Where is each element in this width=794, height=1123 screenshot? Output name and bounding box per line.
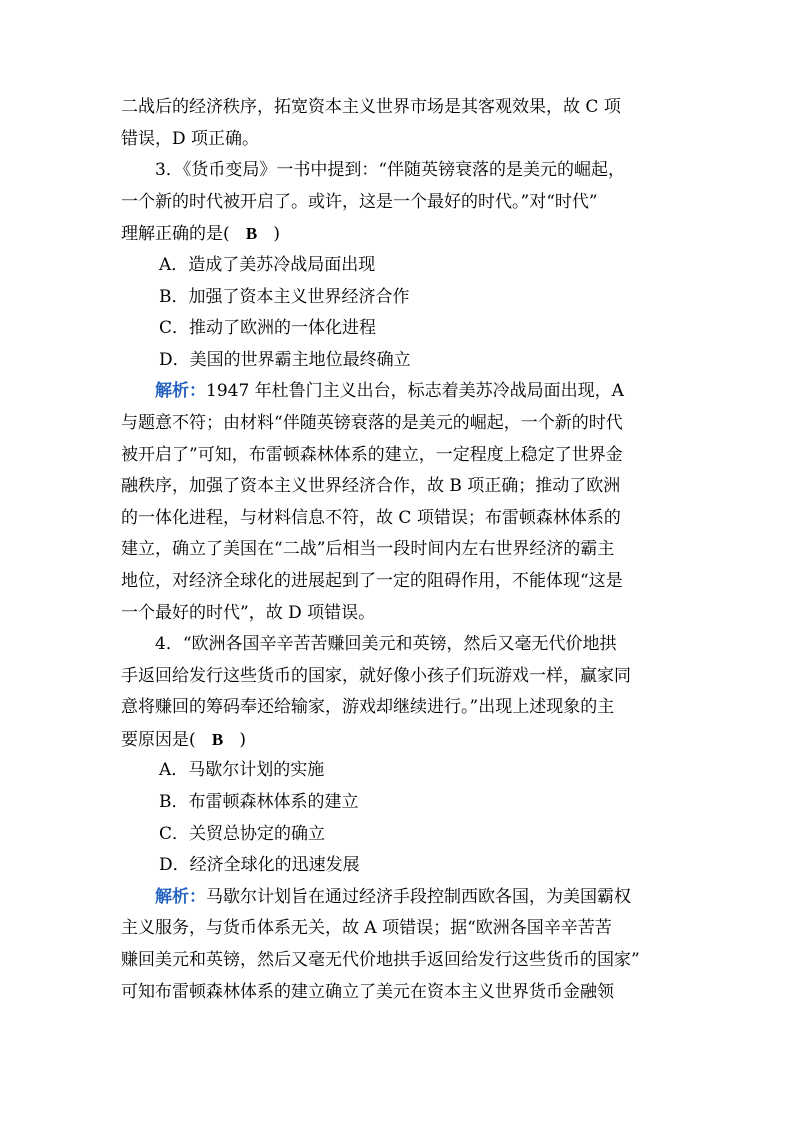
- option-c: C．关贸总协定的确立: [159, 823, 326, 844]
- stem-text: ): [273, 224, 281, 245]
- answer-letter: B: [211, 729, 224, 749]
- analysis-line: 一个最好的时代”，故 D 项错误。: [121, 602, 376, 623]
- analysis-text: 马歇尔计划旨在通过经济手段控制西欧各国，为美国霸权: [206, 886, 631, 907]
- text-block: [121, 92, 681, 1008]
- question-4-stem: 手返回给发行这些货币的国家，就好像小孩子们玩游戏一样，赢家同: [121, 665, 631, 686]
- option-d: D．美国的世界霸主地位最终确立: [159, 349, 411, 370]
- analysis-line: 主义服务，与货币体系无关，故 A 项错误；据“欧洲各国辛辛苦苦: [121, 918, 612, 939]
- question-3-stem: 一个新的时代被开启了。或许，这是一个最好的时代。”对“时代”: [121, 191, 598, 212]
- stem-text: ): [239, 729, 247, 750]
- option-d: D．经济全球化的迅速发展: [159, 855, 360, 876]
- option-a: A．马歇尔计划的实施: [159, 760, 325, 781]
- analysis-line: 被开启了”可知，布雷顿森林体系的建立，一定程度上稳定了世界金: [121, 444, 623, 465]
- question-4-stem: 4．“欧洲各国辛辛苦苦赚回美元和英镑，然后又毫无代价地拱: [155, 634, 617, 655]
- intro-line: 错误，D 项正确。: [121, 128, 260, 149]
- analysis-line: [121, 376, 681, 408]
- question-4-stem: 意将赚回的筹码奉还给输家，游戏却继续进行。”出现上述现象的主: [121, 697, 615, 718]
- question-3-stem: 3．《货币变局》一书中提到：“伴随英镑衰落的是美元的崛起，: [155, 160, 626, 181]
- question-4-stem: [121, 724, 681, 756]
- analysis-line: 地位，对经济全球化的进展起到了一定的阻碍作用，不能体现“这是: [121, 570, 623, 591]
- option-a: A．造成了美苏冷战局面出现: [159, 254, 376, 275]
- option-b: B．加强了资本主义世界经济合作: [159, 286, 410, 307]
- analysis-line: [121, 882, 681, 914]
- analysis-text: 1947 年杜鲁门主义出台，标志着美苏冷战局面出现，A: [206, 381, 624, 402]
- analysis-label: 解析：: [155, 886, 206, 907]
- analysis-line: 的一体化进程，与材料信息不符，故 C 项错误；布雷顿森林体系的: [121, 507, 621, 528]
- stem-text: 要原因是(: [121, 729, 196, 750]
- answer-letter: B: [245, 224, 258, 244]
- analysis-line: 建立，确立了美国在“二战”后相当一段时间内左右世界经济的霸主: [121, 539, 615, 560]
- analysis-label: 解析：: [155, 381, 206, 402]
- stem-text: 理解正确的是(: [121, 224, 230, 245]
- option-b: B．布雷顿森林体系的建立: [159, 792, 359, 813]
- analysis-line: 融秩序，加强了资本主义世界经济合作，故 B 项正确；推动了欧洲: [121, 476, 621, 497]
- intro-line: 二战后的经济秩序，拓宽资本主义世界市场是其客观效果，故 C 项: [121, 97, 621, 117]
- analysis-line: 可知布雷顿森林体系的建立确立了美元在资本主义世界货币金融领: [121, 981, 614, 1002]
- option-c: C．推动了欧洲的一体化进程: [159, 318, 377, 339]
- question-3-stem: [121, 218, 681, 250]
- analysis-line: 赚回美元和英镑，然后又毫无代价地拱手返回给发行这些货币的国家”: [121, 950, 640, 971]
- analysis-line: 与题意不符；由材料“伴随英镑衰落的是美元的崛起，一个新的时代: [121, 412, 623, 433]
